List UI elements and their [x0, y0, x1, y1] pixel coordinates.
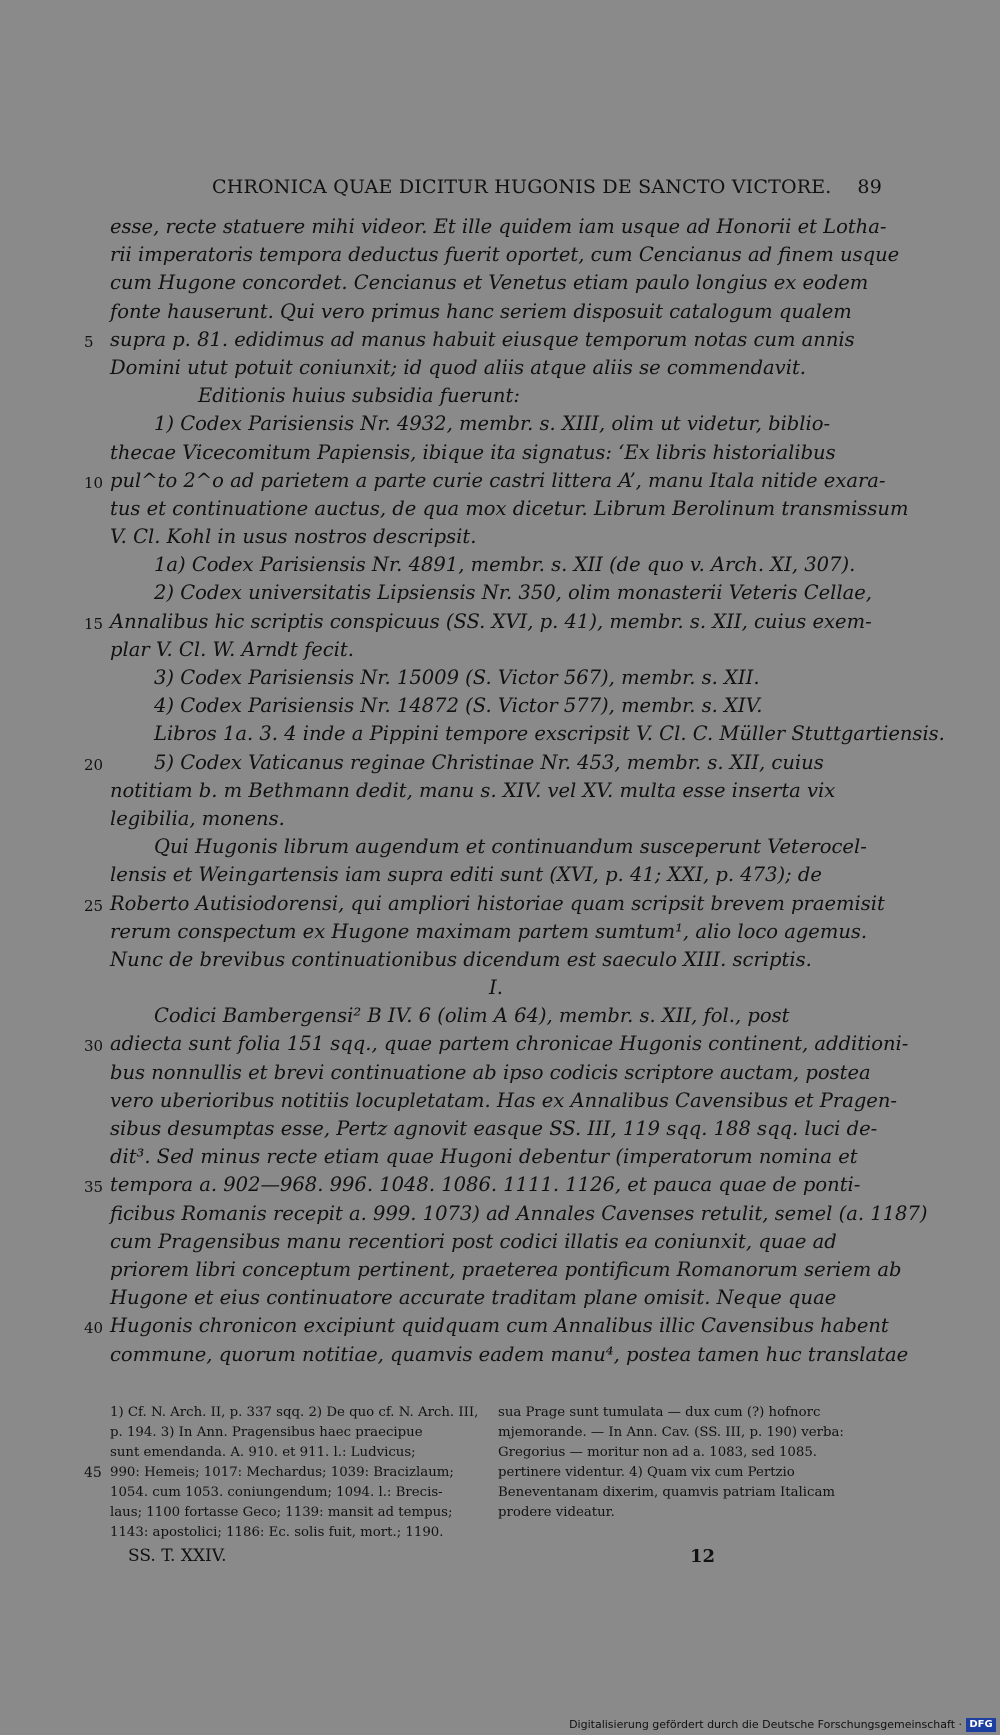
footnote-line: [110, 1403, 492, 1423]
footnote-line: [498, 1503, 880, 1523]
text-line: [110, 1341, 909, 1369]
line-text: pul^to 2^o ad parietem a parte curie castri littera A’, manu Itala nitide exara-: [110, 468, 886, 492]
line-text: supra p. 81. edidimus ad manus habuit eiusque temporum notas cum annis: [110, 327, 855, 351]
line-text: cum Hugone concordet. Cencianus et Venetus etiam paulo longius ex eodem: [110, 271, 869, 295]
text-line: [110, 298, 882, 326]
sheet-number: 12: [690, 1546, 716, 1567]
line-text: mjemorande. — In Ann. Cav. (SS. III, p. 190) verba:: [498, 1425, 844, 1440]
dfg-logo-icon: DFG: [966, 1718, 996, 1732]
footnote-line: [498, 1463, 880, 1483]
line-text: tus et continuatione auctus, de qua mox dicetur. Librum Berolinum transmissum: [110, 496, 909, 520]
text-line: [110, 410, 882, 438]
text-line: [110, 1200, 928, 1228]
line-text: plar V. Cl. W. Arndt fecit.: [110, 637, 354, 661]
line-text: p. 194. 3) In Ann. Pragensibus haec praecipue: [110, 1425, 423, 1440]
text-line: [110, 241, 900, 269]
line-number: 10: [84, 473, 104, 492]
text-line: [110, 1087, 897, 1115]
line-number: 45: [84, 1465, 102, 1481]
footnote-line: [498, 1423, 880, 1443]
text-line: [84, 890, 885, 918]
line-text: thecae Vicecomitum Papiensis, ibique ita signatus: ‘Ex libris historialibus: [110, 440, 836, 464]
text-line: [84, 326, 882, 354]
running-title: CHRONICA QUAE DICITUR HUGONIS DE SANCTO VICTORE.: [212, 176, 832, 198]
text-line: [110, 974, 882, 1002]
signature-mark: SS. T. XXIV.: [128, 1546, 227, 1566]
text-line: [110, 439, 882, 467]
text-line: [110, 269, 882, 297]
line-text: 5) Codex Vaticanus reginae Christinae Nr. 453, membr. s. XII, cuius: [154, 750, 824, 774]
footnote-line: [498, 1403, 880, 1423]
line-text: esse, recte statuere mihi videor. Et ille quidem iam usque ad Honorii et Lotha-: [110, 215, 887, 238]
text-line: [84, 749, 882, 777]
footnotes-right-column: [498, 1403, 880, 1523]
line-number: 25: [84, 896, 104, 915]
line-text: ficibus Romanis recepit a. 999. 1073) ad Annales Cavenses retulit, semel (a. 1187): [110, 1201, 928, 1225]
page-number: 89: [857, 176, 882, 198]
line-text: 1) Codex Parisiensis Nr. 4932, membr. s. XIII, olim ut videtur, biblio-: [154, 412, 831, 436]
text-line: [110, 1002, 882, 1030]
footnote-line: [110, 1443, 492, 1463]
text-line: [110, 1256, 902, 1284]
footer-credit: Digitalisierung gefördert durch die Deutsche Forschungsgemeinschaft ·: [569, 1718, 962, 1731]
line-number: 40: [84, 1319, 104, 1338]
text-line: [110, 551, 882, 579]
line-number: 30: [84, 1037, 104, 1056]
line-text: 2) Codex universitatis Lipsiensis Nr. 350, olim monasterii Veteris Cellae,: [154, 581, 872, 605]
line-text: 990: Hemeis; 1017: Mechardus; 1039: Bracizlaum;: [110, 1465, 454, 1480]
text-line: [110, 382, 882, 410]
line-text: cum Pragensibus manu recentiori post codici illatis ea coniunxit, quae ad: [110, 1229, 837, 1253]
line-text: Nunc de brevibus continuationibus dicendum est saeculo XIII. scriptis.: [110, 947, 812, 971]
line-text: Annalibus hic scriptis conspicuus (SS. XVI, p. 41), membr. s. XII, cuius exem-: [110, 609, 872, 633]
line-text: rerum conspectum ex Hugone maximam partem sumtum¹, alio loco agemus.: [110, 919, 868, 943]
line-text: sunt emendanda. A. 910. et 911. l.: Ludvicus;: [110, 1445, 416, 1460]
line-text: 1143: apostolici; 1186: Ec. solis fuit, mort.; 1190.: [110, 1525, 444, 1540]
footnote-line: [110, 1503, 492, 1523]
main-text: [84, 213, 945, 1369]
line-text: 1) Cf. N. Arch. II, p. 337 sqq. 2) De quo cf. N. Arch. III,: [110, 1405, 479, 1420]
line-text: priorem libri conceptum pertinent, praeterea pontificum Romanorum seriem ab: [110, 1257, 902, 1281]
text-line: [110, 579, 882, 607]
footnote-line: [84, 1463, 492, 1483]
line-text: 3) Codex Parisiensis Nr. 15009 (S. Victor 567), membr. s. XII.: [154, 666, 760, 689]
line-text: tempora a. 902—968. 996. 1048. 1086. 1111. 1126, et pauca quae de ponti-: [110, 1173, 861, 1197]
text-line: [110, 861, 882, 889]
line-text: Beneventanam dixerim, quamvis patriam Italicam: [498, 1485, 836, 1500]
line-text: pertinere videntur. 4) Quam vix cum Pertzio: [498, 1465, 795, 1480]
text-line: [110, 777, 882, 805]
text-line: [110, 1143, 882, 1171]
text-line: [110, 664, 882, 692]
line-text: Gregorius — moritur non ad a. 1083, sed 1085.: [498, 1445, 818, 1460]
line-text: dit³. Sed minus recte etiam quae Hugoni debentur (imperatorum nomina et: [110, 1145, 858, 1169]
line-text: notitiam b. m Bethmann dedit, manu s. XIV. vel XV. multa esse inserta vix: [110, 778, 836, 802]
line-text: Qui Hugonis librum augendum et continuandum susceperunt Veterocel-: [154, 835, 867, 859]
text-line: [84, 1171, 882, 1199]
footnotes-left-column: [84, 1403, 492, 1543]
line-text: legibilia, monens.: [110, 806, 285, 830]
line-text: Domini utut potuit coniunxit; id quod aliis atque aliis se commendavit.: [110, 355, 806, 379]
text-line: [110, 213, 887, 241]
line-text: Hugonis chronicon excipiunt quidquam cum Annalibus illic Cavensibus habent: [110, 1314, 889, 1338]
text-line: [110, 805, 882, 833]
line-text: Libros 1a. 3. 4 inde a Pippini tempore exscripsit V. Cl. C. Müller Stuttgartiensis.: [154, 722, 945, 746]
line-text: Codici Bambergensi² B IV. 6 (olim A 64), membr. s. XII, fol., post: [154, 1004, 790, 1028]
line-text: bus nonnullis et brevi continuatione ab ipso codicis scriptore auctam, postea: [110, 1060, 871, 1084]
text-line: [110, 523, 882, 551]
line-text: commune, quorum notitiae, quamvis eadem manu⁴, postea tamen huc translatae: [110, 1342, 909, 1366]
footnote-line: [498, 1483, 880, 1503]
text-line: [110, 1059, 882, 1087]
line-text: rii imperatoris tempora deductus fuerit oportet, cum Cencianus ad finem usque: [110, 243, 900, 267]
text-line: [84, 1312, 889, 1340]
text-line: [110, 720, 945, 748]
line-text: Editionis huius subsidia fuerunt:: [198, 384, 520, 408]
line-text: vero uberioribus notitiis locupletatam. Has ex Annalibus Cavensibus et Pragen-: [110, 1088, 897, 1112]
footnote-line: [110, 1483, 492, 1503]
line-text: 1a) Codex Parisiensis Nr. 4891, membr. s. XII (de quo v. Arch. XI, 307).: [154, 553, 856, 577]
line-text: Roberto Autisiodorensi, qui ampliori historiae quam scripsit brevem praemisit: [110, 891, 885, 915]
text-line: [110, 1115, 882, 1143]
digitization-footer: [0, 1716, 1000, 1735]
text-line: [110, 354, 882, 382]
line-text: sibus desumptas esse, Pertz agnovit easque SS. III, 119 sqq. 188 sqq. luci de-: [110, 1117, 878, 1140]
line-number: 5: [84, 332, 94, 351]
line-text: lensis et Weingartensis iam supra editi sunt (XVI, p. 41; XXI, p. 473); de: [110, 863, 822, 887]
line-text: laus; 1100 fortasse Geco; 1139: mansit ad tempus;: [110, 1505, 453, 1520]
text-line: [110, 946, 882, 974]
running-header: [110, 176, 882, 202]
line-number: 20: [84, 755, 104, 774]
text-line: [110, 692, 882, 720]
footnote-line: [110, 1423, 492, 1443]
line-text: Hugone et eius continuatore accurate traditam plane omisit. Neque quae: [110, 1286, 837, 1310]
line-number: 35: [84, 1178, 104, 1197]
line-number: 15: [84, 614, 104, 633]
text-line: [110, 1284, 882, 1312]
line-text: V. Cl. Kohl in usus nostros descripsit.: [110, 525, 477, 549]
text-line: [110, 636, 882, 664]
footnote-line: [498, 1443, 880, 1463]
text-line: [84, 1030, 909, 1058]
footnote-line: [110, 1523, 492, 1543]
line-text: adiecta sunt folia 151 sqq., quae partem chronicae Hugonis continent, additioni-: [110, 1032, 909, 1056]
line-text: sua Prage sunt tumulata — dux cum (?) hofnorc: [498, 1405, 821, 1420]
line-text: 1054. cum 1053. coniungendum; 1094. l.: Brecis-: [110, 1485, 443, 1500]
text-line: [110, 833, 882, 861]
text-line: [110, 1228, 882, 1256]
line-text: I.: [489, 976, 503, 1000]
text-line: [84, 608, 882, 636]
line-text: prodere videatur.: [498, 1505, 615, 1520]
line-text: 4) Codex Parisiensis Nr. 14872 (S. Victor 577), membr. s. XIV.: [154, 694, 763, 718]
text-line: [110, 495, 909, 523]
text-line: [110, 918, 882, 946]
text-line: [84, 467, 886, 495]
line-text: fonte hauserunt. Qui vero primus hanc seriem disposuit catalogum qualem: [110, 299, 852, 323]
